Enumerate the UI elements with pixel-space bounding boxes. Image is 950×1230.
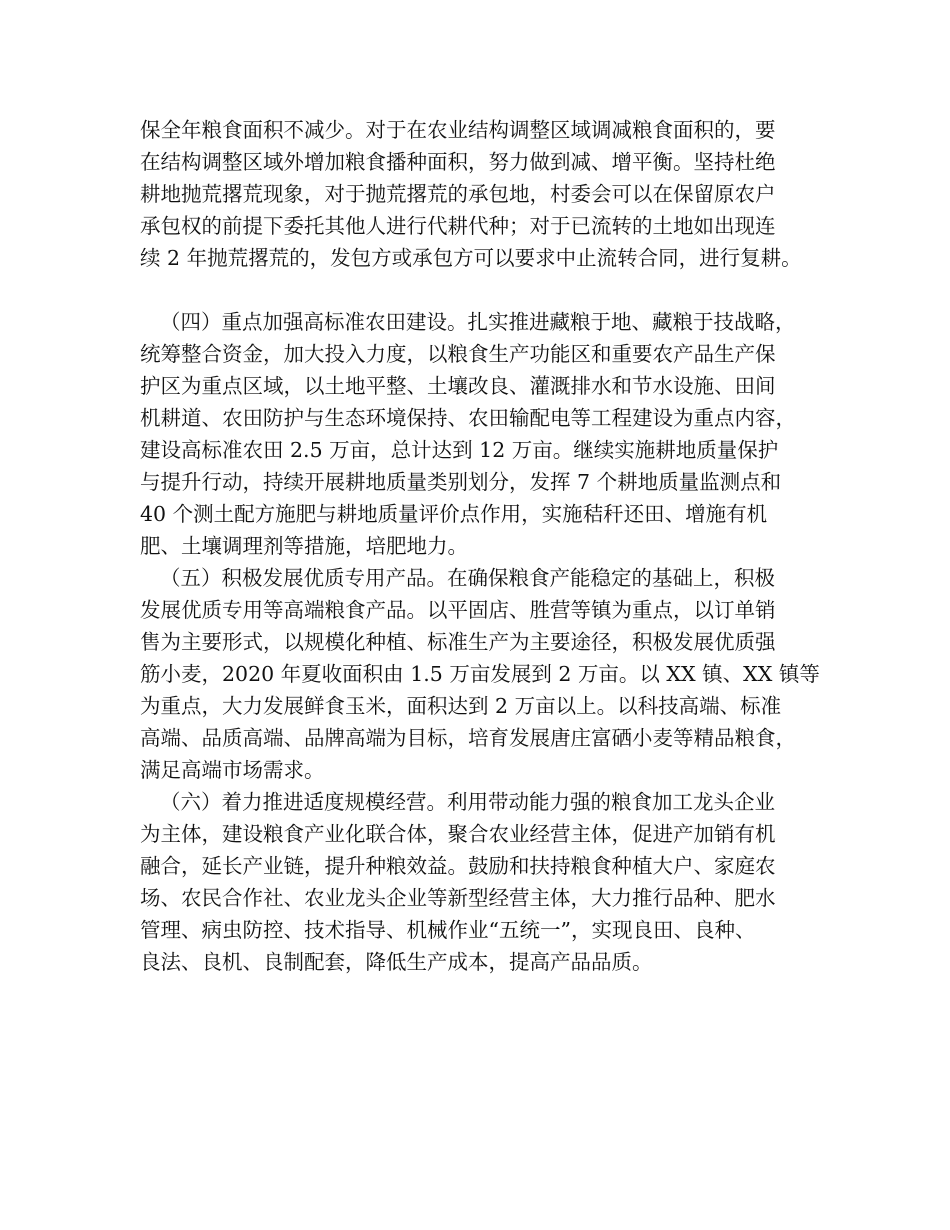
text-line: 建设高标准农田 2.5 万亩，总计达到 12 万亩。继续实施耕地质量保护 xyxy=(140,438,779,462)
text-line: 统筹整合资金，加大投入力度，以粮食生产功能区和重要农产品生产保 xyxy=(140,342,776,366)
section-heading-line: （六）着力推进适度规模经营。利用带动能力强的粮食加工龙头企业 xyxy=(160,790,775,814)
text-line: 融合，延长产业链，提升种粮效益。鼓励和扶持粮食种植大户、家庭农 xyxy=(140,854,776,878)
text-line: 筋小麦，2020 年夏收面积由 1.5 万亩发展到 2 万亩。以 XX 镇、XX 镇等 xyxy=(140,662,820,686)
text-line: 满足高端市场需求。 xyxy=(140,758,325,782)
text-line: 场、农民合作社、农业龙头企业等新型经营主体，大力推行品种、肥水 xyxy=(140,886,776,910)
text-line: 机耕道、农田防护与生态环境保持、农田输配电等工程建设为重点内容， xyxy=(140,406,796,430)
section-heading-line: （五）积极发展优质专用产品。在确保粮食产能稳定的基础上，积极 xyxy=(160,566,775,590)
text-line: 售为主要形式，以规模化种植、标准生产为主要途径，积极发展优质强 xyxy=(140,630,776,654)
text-line: 发展优质专用等高端粮食产品。以平固店、胜营等镇为重点，以订单销 xyxy=(140,598,776,622)
text-line: 管理、病虫防控、技术指导、机械作业“五统一”，实现良田、良种、 xyxy=(140,918,756,942)
text-line: 护区为重点区域，以土地平整、土壤改良、灌溉排水和节水设施、田间 xyxy=(140,374,776,398)
text-line: 良法、良机、良制配套，降低生产成本，提高产品品质。 xyxy=(140,950,653,974)
text-line: 肥、土壤调理剂等措施，培肥地力。 xyxy=(140,534,468,558)
text-line: 为主体，建设粮食产业化联合体，聚合农业经营主体，促进产加销有机 xyxy=(140,822,776,846)
section-heading-line: （四）重点加强高标准农田建设。扎实推进藏粮于地、藏粮于技战略， xyxy=(160,310,796,334)
text-line: 承包权的前提下委托其他人进行代耕代种；对于已流转的土地如出现连 xyxy=(140,214,776,238)
text-line: 续 2 年抛荒撂荒的，发包方或承包方可以要求中止流转合同，进行复耕。 xyxy=(140,246,802,270)
text-line: 与提升行动，持续开展耕地质量类别划分，发挥 7 个耕地质量监测点和 xyxy=(140,470,782,494)
text-line: 为重点，大力发展鲜食玉米，面积达到 2 万亩以上。以科技高端、标准 xyxy=(140,694,782,718)
text-line: 在结构调整区域外增加粮食播种面积，努力做到减、增平衡。坚持杜绝 xyxy=(140,150,776,174)
text-line: 40 个测土配方施肥与耕地质量评价点作用，实施秸秆还田、增施有机 xyxy=(140,502,768,526)
text-line: 耕地抛荒撂荒现象，对于抛荒撂荒的承包地，村委会可以在保留原农户 xyxy=(140,182,776,206)
text-line: 高端、品质高端、品牌高端为目标，培育发展唐庄富硒小麦等精品粮食， xyxy=(140,726,796,750)
text-line: 保全年粮食面积不减少。对于在农业结构调整区域调减粮食面积的，要 xyxy=(140,118,776,142)
